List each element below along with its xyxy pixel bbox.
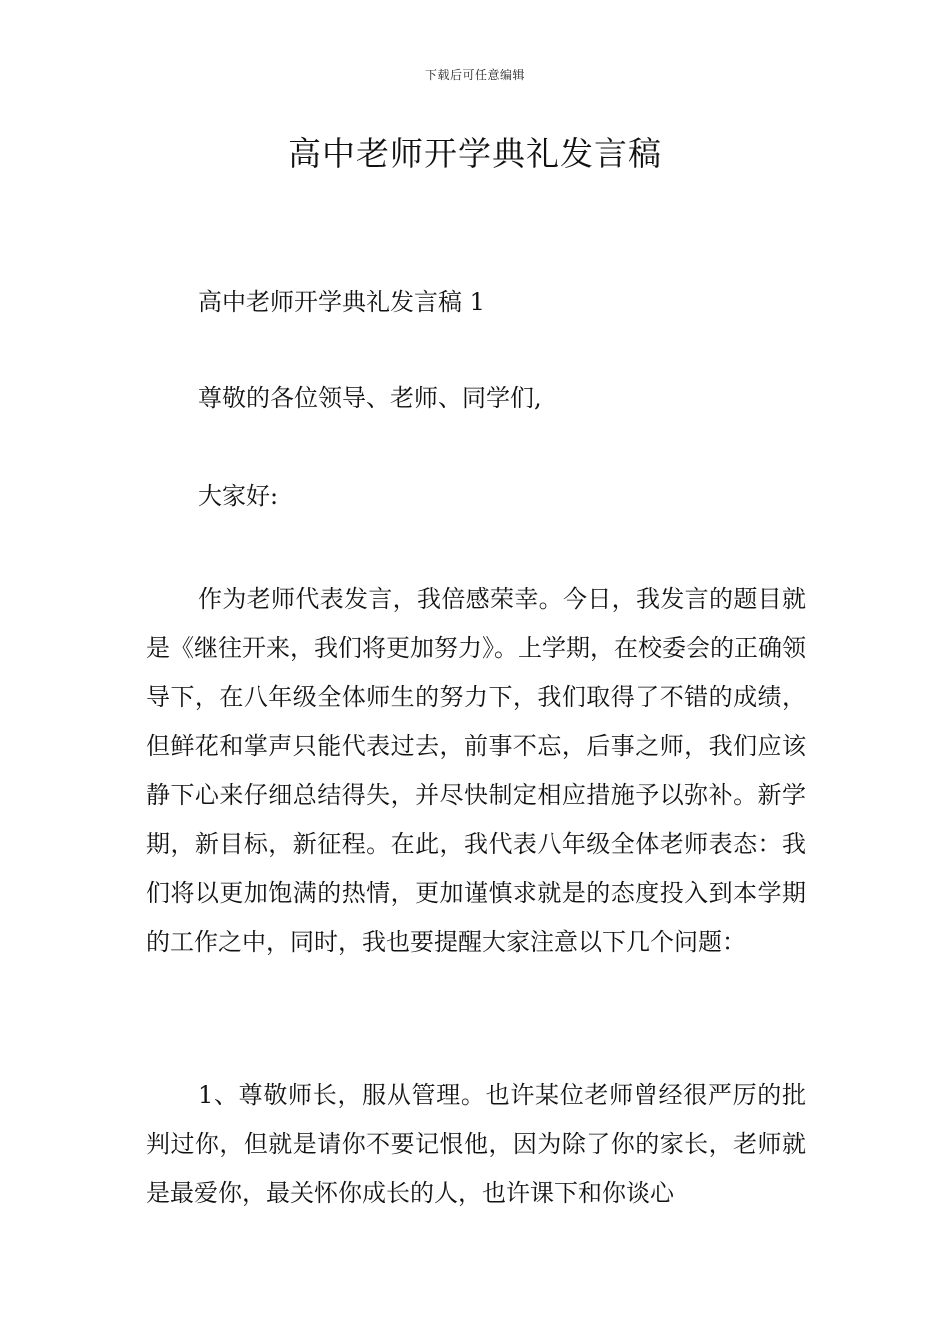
greeting [146,472,806,521]
document-subtitle [146,278,806,327]
salutation [146,374,806,423]
subtitle-text: 高中老师开学典礼发言稿 1 [198,288,485,316]
paragraph-2 [146,1071,806,1218]
document-title: 高中老师开学典礼发言稿 [288,134,662,173]
salutation-text: 尊敬的各位领导、老师、同学们, [198,384,542,412]
paragraph-text: 1、尊敬师长，服从管理。也许某位老师曾经很严厉的批判过你，但就是请你不要记恨他，因为除了你的家长，老师就是最爱你，最关怀你成长的人，也许课下和你谈心 [146,1081,806,1207]
paragraph-1 [146,575,806,967]
greeting-text: 大家好: [198,482,279,510]
header-note: 下载后可任意编辑 [424,68,525,82]
paragraph-text: 作为老师代表发言，我倍感荣幸。今日，我发言的题目就是《继往开来，我们将更加努力》。上学期，在校委会的正确领导下，在八年级全体师生的努力下，我们取得了不错的成绩，但鲜花和掌声只能代表过去，前事不忘，后事之师，我们应该静下心来仔细总结得失，并尽快制定相应措施予以弥补。新学期，新目标，新征程。在此，我代表八年级全体老师表态：我们将以更加饱满的热情，更加谨慎求就是的态度投入到本学期的工作之中，同时，我也要提醒大家注意以下几个问题： [146,585,806,956]
